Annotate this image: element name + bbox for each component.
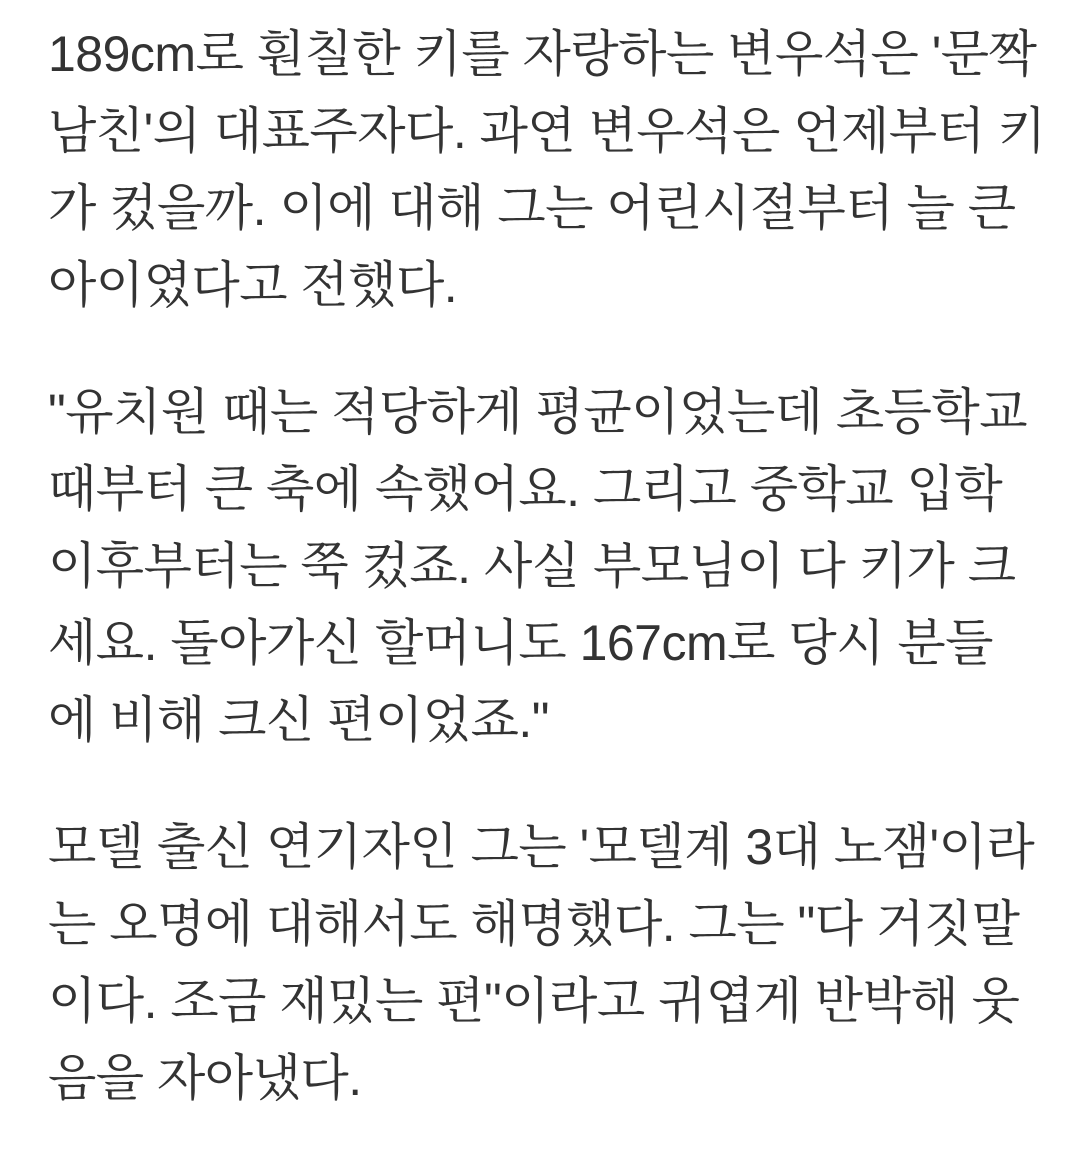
text-line: 음을 자아냈다.	[48, 1050, 362, 1106]
text-line: 이후부터는 쭉 컸죠. 사실 부모님이 다 키가 크	[48, 538, 1016, 594]
text-line: 에 비해 크신 편이었죠."	[48, 692, 550, 748]
text-line: 189cm로 훤칠한 키를 자랑하는 변우석은 '문짝	[48, 26, 1037, 82]
text-line: 세요. 돌아가신 할머니도 167cm로 당시 분들	[48, 615, 993, 671]
text-line: "유치원 때는 적당하게 평균이었는데 초등학교	[48, 384, 1028, 440]
text-line: 모델 출신 연기자인 그는 '모델계 3대 노잼'이라	[48, 819, 1035, 875]
text-line: 는 오명에 대해서도 해명했다. 그는 "다 거짓말	[48, 896, 1020, 952]
text-line: 가 컸을까. 이에 대해 그는 어린시절부터 늘 큰	[48, 180, 1016, 236]
paragraph	[48, 16, 1046, 324]
text-line: 때부터 큰 축에 속했어요. 그리고 중학교 입학	[48, 461, 1003, 517]
text-line: 이다. 조금 재밌는 편"이라고 귀엽게 반박해 웃	[48, 973, 1020, 1029]
paragraph	[48, 809, 1040, 1117]
text-line: 남친'의 대표주자다. 과연 변우석은 언제부터 키	[48, 103, 1046, 159]
paragraph	[48, 374, 1040, 759]
text-line: 아이였다고 전했다.	[48, 257, 458, 313]
